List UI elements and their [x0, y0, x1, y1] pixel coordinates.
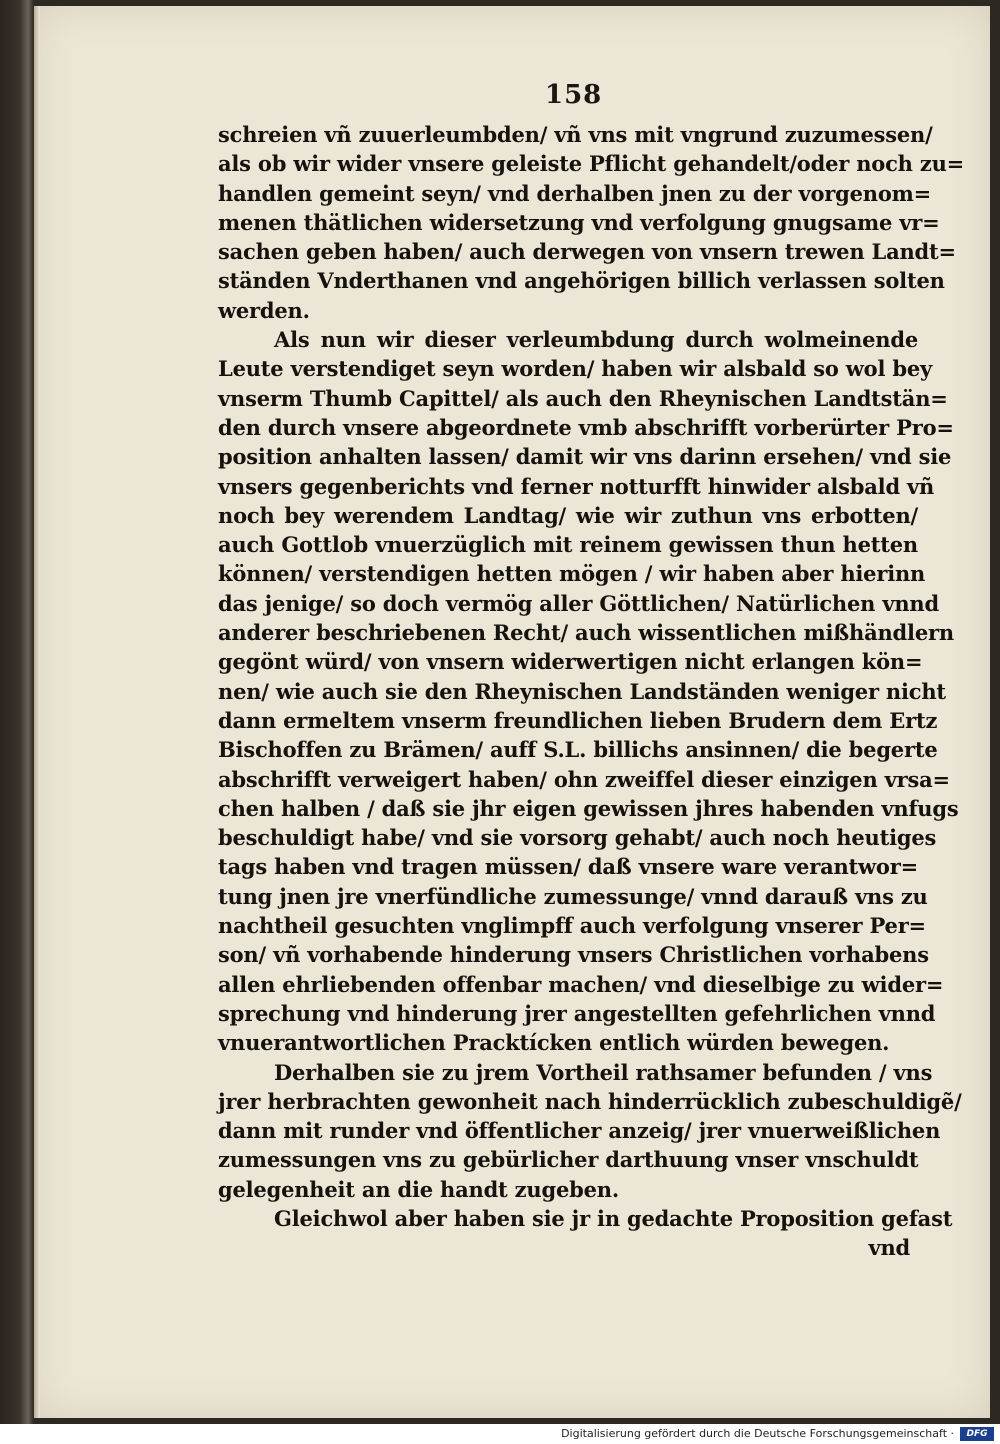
text-line: vnd: [868, 1235, 910, 1261]
text-line: Derhalben sie zu jrem Vortheil rathsamer befunden / vns: [274, 1059, 933, 1085]
body-text: [218, 120, 965, 1263]
text-line: sachen geben haben/ auch derwegen von vnsern trewen Landt=: [218, 239, 956, 265]
text-line: Bischoffen zu Brämen/ auff S.L. billichs ansinnen/ die begerte: [218, 737, 938, 763]
text-line: dann mit runder vnd öffentlicher anzeig/ jrer vnuerweißlichen: [218, 1118, 941, 1144]
page-number: 158: [545, 80, 603, 110]
text-line: menen thätlichen widersetzung vnd verfolgung gnugsame vr=: [218, 209, 940, 235]
text-line: Als nun wir dieser verleumbdung durch wolmeinende: [274, 327, 918, 353]
funding-credit: Digitalisierung gefördert durch die Deutsche Forschungsgemeinschaft ·: [561, 1427, 954, 1440]
text-line: Leute verstendiget seyn worden/ haben wir alsbald so wol bey: [218, 356, 933, 382]
text-line: nen/ wie auch sie den Rheynischen Landständen weniger nicht: [218, 678, 946, 704]
page-binding-edge: [34, 6, 40, 1418]
text-line: abschrifft verweigert haben/ ohn zweiffel dieser einzigen vrsa=: [218, 766, 950, 792]
text-line: position anhalten lassen/ damit wir vns darinn ersehen/ vnd sie: [218, 444, 952, 470]
text-line: allen ehrliebenden offenbar machen/ vnd dieselbige zu wider=: [218, 971, 944, 997]
text-line: tags haben vnd tragen müssen/ daß vnsere ware verantwor=: [218, 854, 918, 880]
text-line: son/ vñ vorhabende hinderung vnsers Christlichen vorhabens: [218, 942, 929, 968]
text-line: handlen gemeint seyn/ vnd derhalben jnen zu der vorgenom=: [218, 180, 932, 206]
text-line: noch bey werendem Landtag/ wie wir zuthun vns erbotten/: [218, 502, 918, 528]
text-line: nachtheil gesuchten vnglimpff auch verfolgung vnserer Per=: [218, 913, 926, 939]
text-line: gelegenheit an die handt zugeben.: [218, 1176, 619, 1202]
text-line: chen halben / daß sie jhr eigen gewissen jhres habenden vnfugs: [218, 795, 959, 821]
text-line: jrer herbrachten gewonheit nach hinderrücklich zubeschuldigẽ/: [218, 1088, 962, 1114]
text-line: als ob wir wider vnsere geleiste Pflicht gehandelt/oder noch zu=: [218, 151, 965, 177]
dfg-logo: DFG: [960, 1427, 994, 1441]
text-line: tung jnen jre vnerfündliche zumessunge/ vnnd darauß vns zu: [218, 883, 928, 909]
footer-bar: [0, 1424, 1000, 1444]
text-line: schreien vñ zuuerleumbden/ vñ vns mit vngrund zuzumessen/: [218, 122, 933, 147]
text-line: vnuerantwortlichen Pracktícken entlich würden bewegen.: [218, 1030, 890, 1056]
text-line: auch Gottlob vnuerzüglich mit reinem gewissen thun hetten: [218, 532, 918, 558]
text-line: vnsers gegenberichts vnd ferner notturfft hinwider alsbald vñ: [218, 473, 935, 499]
text-line: sprechung vnd hinderung jrer angestellten gefehrlichen vnnd: [218, 1000, 936, 1026]
text-line: werden.: [218, 297, 310, 323]
text-line: ständen Vnderthanen vnd angehörigen billich verlassen solten: [218, 268, 945, 294]
text-line: das jenige/ so doch vermög aller Göttlichen/ Natürlichen vnnd: [218, 590, 939, 616]
text-line: beschuldigt habe/ vnd sie vorsorg gehabt/ auch noch heutiges: [218, 825, 937, 851]
text-line: anderer beschriebenen Recht/ auch wissentlichen mißhändlern: [218, 620, 954, 646]
text-line: Gleichwol aber haben sie jr in gedachte Proposition gefast: [274, 1205, 953, 1231]
text-line: zumessungen vns zu gebürlicher darthuung vnser vnschuldt: [218, 1147, 919, 1173]
text-line: vnserm Thumb Capittel/ als auch den Rheynischen Landtstän=: [218, 385, 948, 411]
text-line: den durch vnsere abgeordnete vmb abschrifft vorberürter Pro=: [218, 414, 954, 440]
text-line: gegönt würd/ von vnsern widerwertigen nicht erlangen kön=: [218, 649, 923, 675]
text-line: dann ermeltem vnserm freundlichen lieben Brudern dem Ertz: [218, 707, 938, 733]
text-line: können/ verstendigen hetten mögen / wir haben aber hierinn: [218, 561, 926, 587]
